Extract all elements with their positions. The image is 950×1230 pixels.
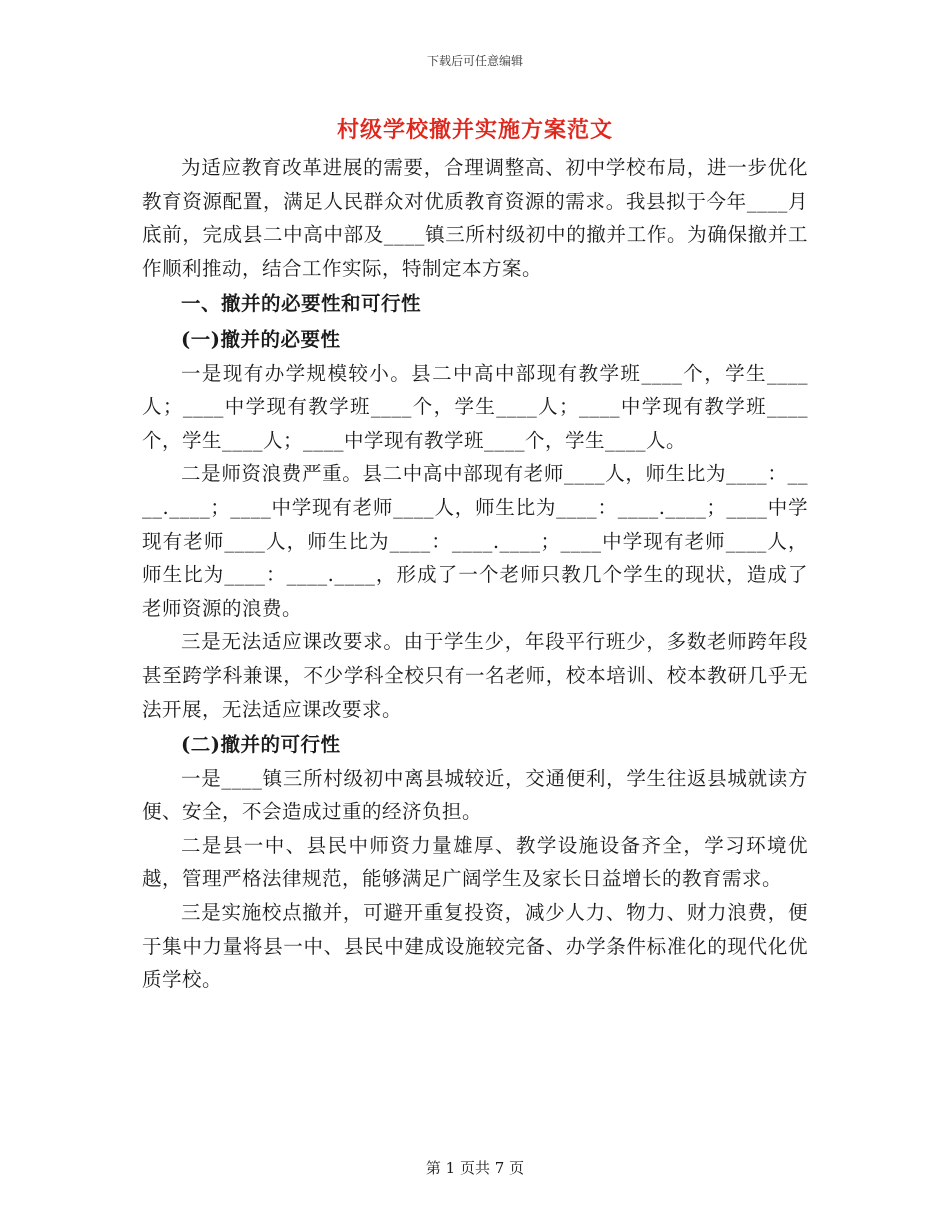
feasibility-paragraph-3: 三是实施校点撤并，可避开重复投资，减少人力、物力、财力浪费，便于集中力量将县一中、县民中建成设施较完备、办学条件标准化的现代化优质学校。 [142, 901, 808, 992]
intro-paragraph: 为适应教育改革进展的需要，合理调整高、初中学校布局，进一步优化教育资源配置，满足人民群众对优质教育资源的需求。我县拟于今年____月底前，完成县二中高中部及____镇三所村级初中的撤并工作。为确保撤并工作顺利推动，结合工作实际，特制定本方案。 [142, 156, 808, 280]
section-heading-1: 一、撤并的必要性和可行性 [181, 292, 422, 316]
subsection-heading-necessity: (一)撤并的必要性 [181, 327, 341, 351]
necessity-paragraph-3: 三是无法适应课改要求。由于学生少，年段平行班少，多数老师跨年段甚至跨学科兼课，不少学科全校只有一名老师，校本培训、校本教研几乎无法开展，无法适应课改要求。 [142, 630, 808, 721]
document-body [142, 151, 808, 997]
subsection-heading-feasibility: (二)撤并的可行性 [181, 733, 341, 757]
page-footer: 第 1 页共 7 页 [425, 1159, 525, 1177]
document-title: 村级学校撤并实施方案范文 [336, 117, 613, 143]
necessity-paragraph-2: 二是师资浪费严重。县二中高中部现有老师____人，师生比为____：____.____；____中学现有老师____人，师生比为____：____.____；____中学现有老师____人，师生比为____：____.____；____中学现有老师____人，师生比为____：____.____，形成了一个老师只教几个学生的现状，造成了老师资源的浪费。 [142, 462, 808, 620]
necessity-paragraph-1: 一是现有办学规模较小。县二中高中部现有教学班____个，学生____人；____中学现有教学班____个，学生____人；____中学现有教学班____个，学生____人；____中学现有教学班____个，学生____人。 [142, 361, 808, 452]
page-header-note: 下载后可任意编辑 [426, 54, 523, 68]
feasibility-paragraph-2: 二是县一中、县民中师资力量雄厚、教学设施设备齐全，学习环境优越，管理严格法律规范，能够满足广阔学生及家长日益增长的教育需求。 [142, 833, 808, 891]
feasibility-paragraph-1: 一是____镇三所村级初中离县城较近，交通便利，学生往返县城就读方便、安全，不会造成过重的经济负担。 [142, 766, 808, 824]
